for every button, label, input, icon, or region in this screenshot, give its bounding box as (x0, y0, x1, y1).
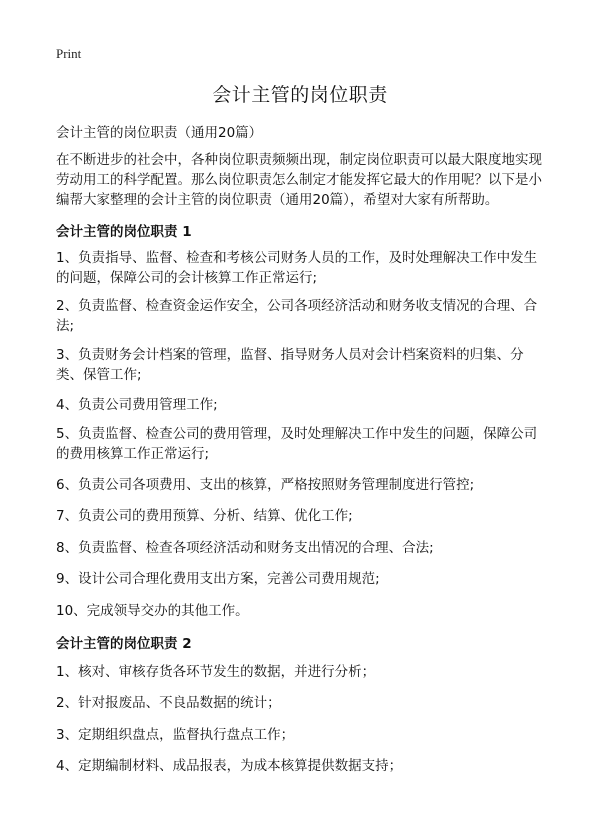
list-item: 4、负责公司费用管理工作; (56, 397, 218, 413)
list-item: 3、负责财务会计档案的管理，监督、指导财务人员对会计档案资料的归集、分类、保管工作; (56, 347, 524, 383)
document-subtitle: 会计主管的岗位职责（通用20篇） (56, 125, 263, 141)
list-item: 10、完成领导交办的其他工作。 (56, 603, 249, 619)
section-heading: 会计主管的岗位职责 1 (56, 224, 192, 240)
list-item: 7、负责公司的费用预算、分析、结算、优化工作; (56, 508, 353, 524)
list-item: 2、针对报废品、不良品数据的统计； (56, 695, 281, 711)
section-heading: 会计主管的岗位职责 2 (56, 636, 192, 652)
list-item: 6、负责公司各项费用、支出的核算，严格按照财务管理制度进行管控; (56, 477, 475, 493)
list-item: 1、负责指导、监督、检查和考核公司财务人员的工作，及时处理解决工作中发生的问题，保障公司的会计核算工作正常运行; (56, 250, 538, 286)
list-item: 5、负责监督、检查公司的费用管理，及时处理解决工作中发生的问题，保障公司的费用核算工作正常运行; (56, 426, 538, 462)
intro-paragraph: 在不断进步的社会中，各种岗位职责频频出现，制定岗位职责可以最大限度地实现劳动用工的科学配置。那么岗位职责怎么制定才能发挥它最大的作用呢？以下是小编帮大家整理的会计主管的岗位职责（通用20篇），希望对大家有所帮助。 (56, 152, 542, 208)
list-item: 8、负责监督、检查各项经济活动和财务支出情况的合理、合法; (56, 540, 434, 556)
page-title: 会计主管的岗位职责 (212, 84, 388, 106)
list-item: 9、设计公司合理化费用支出方案，完善公司费用规范; (56, 571, 380, 587)
list-item: 3、定期组织盘点，监督执行盘点工作； (56, 727, 295, 743)
print-label: Print (56, 46, 82, 61)
list-item: 1、核对、审核存货各环节发生的数据，并进行分析； (56, 664, 376, 680)
list-item: 4、定期编制材料、成品报表，为成本核算提供数据支持； (56, 758, 403, 774)
list-item: 2、负责监督、检查资金运作安全，公司各项经济活动和财务收支情况的合理、合法; (56, 298, 538, 334)
